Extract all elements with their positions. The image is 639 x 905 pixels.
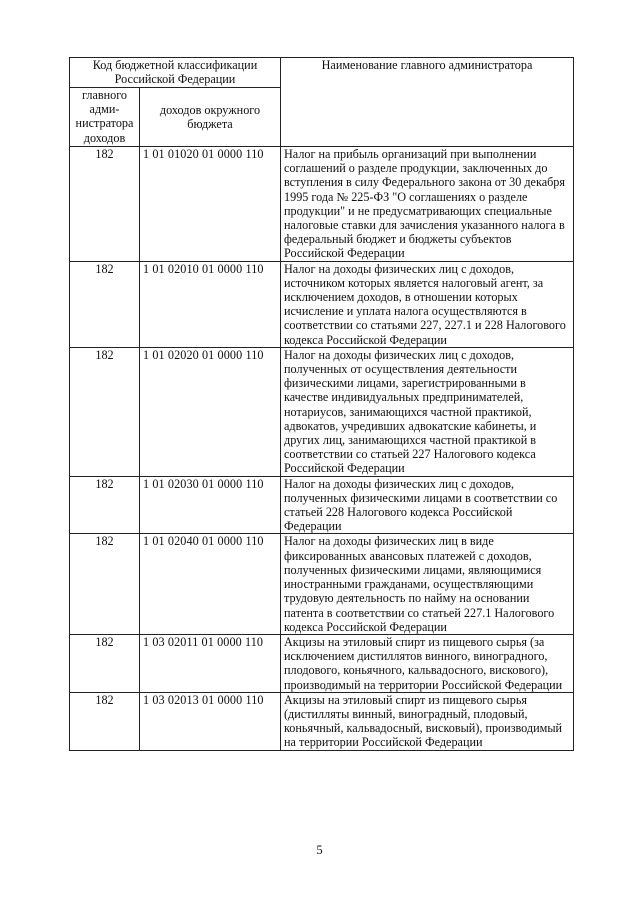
admin-code-cell: 182 [70,634,140,692]
administrator-name-cell: Налог на доходы физических лиц с доходов, источником которых является налоговый агент, за исключением доходов, в отношении которых исчисление и уплата налога осуществляются в соответствии со статьями 227, 227.1 и 228 Налогового кодекса Российской Федерации [281,261,574,347]
header-main-administrator: главного адми- нистратора доходов [70,88,140,147]
administrator-name-cell: Налог на доходы физических лиц в виде фиксированных авансовых платежей с доходов, полученных физическими лицами, являющимися иностранными гражданами, осуществляющими трудовую деятельность по найму на основании патента в соответствии со статьей 227.1 Налогового кодекса Российской Федерации [281,534,574,634]
header-administrator-name: Наименование главного администратора [281,58,574,147]
admin-code-cell: 182 [70,476,140,534]
table-row [70,634,574,692]
admin-code-cell: 182 [70,347,140,476]
table-header-row-1 [70,58,574,88]
page-number: 5 [316,843,323,857]
administrator-name-cell: Налог на доходы физических лиц с доходов, полученных от осуществления деятельности физическими лицами, зарегистрированными в качестве индивидуальных предпринимателей, нотариусов, занимающихся частной практикой, адвокатов, учредивших адвокатские кабинеты, и других лиц, занимающихся частной практикой в соответствии со статьей 227 Налогового кодекса Российской Федерации [281,347,574,476]
administrator-name-cell: Налог на доходы физических лиц с доходов, полученных физическими лицами в соответствии со статьей 228 Налогового кодекса Российской Федерации [281,476,574,534]
table-row [70,147,574,262]
admin-code-cell: 182 [70,147,140,262]
income-code-cell: 1 01 02030 01 0000 110 [140,476,281,534]
admin-code-cell: 182 [70,534,140,634]
admin-code-cell: 182 [70,692,140,750]
income-code-cell: 1 01 02040 01 0000 110 [140,534,281,634]
table-row [70,534,574,634]
table-row [70,692,574,750]
income-code-cell: 1 03 02011 01 0000 110 [140,634,281,692]
administrator-name-cell: Акцизы на этиловый спирт из пищевого сырья (дистилляты винный, виноградный, плодовый, коньячный, кальвадосный, висковый), производимый на территории Российской Федерации [281,692,574,750]
income-code-cell: 1 01 02010 01 0000 110 [140,261,281,347]
administrator-name-cell: Налог на прибыль организаций при выполнении соглашений о разделе продукции, заключенных до вступления в силу Федерального закона от 30 декабря 1995 года № 225-ФЗ "О соглашениях о разделе продукции" и не предусматривающих специальные налоговые ставки для зачисления указанного налога в федеральный бюджет и бюджеты субъектов Российской Федерации [281,147,574,262]
table-row [70,347,574,476]
income-code-cell: 1 01 01020 01 0000 110 [140,147,281,262]
administrator-name-cell: Акцизы на этиловый спирт из пищевого сырья (за исключением дистиллятов винного, виноградного, плодового, коньячного, кальвадосного, вискового), производимый на территории Российской Федерации [281,634,574,692]
header-budget-classification-code: Код бюджетной классификации Российской Федерации [70,58,281,88]
admin-code-cell: 182 [70,261,140,347]
budget-classification-table [69,57,574,751]
income-code-cell: 1 03 02013 01 0000 110 [140,692,281,750]
header-district-budget-income: доходов окружного бюджета [140,88,281,147]
table-row [70,261,574,347]
table-row [70,476,574,534]
income-code-cell: 1 01 02020 01 0000 110 [140,347,281,476]
